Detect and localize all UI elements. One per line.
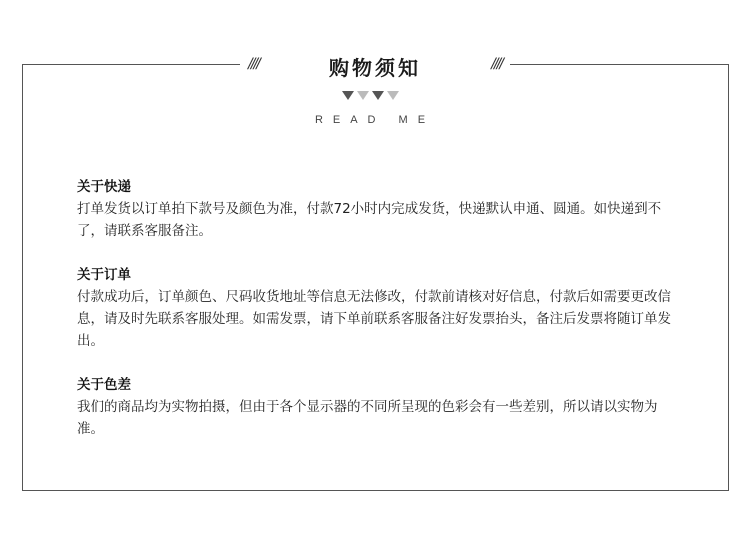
section-text: 付款成功后，订单颜色、尺码收货地址等信息无法修改，付款前请核对好信息，付款后如需要更改信息，请及时先联系客服处理。如需发票，请下单前联系客服备注好发票抬头，备注后发票将随订单发出。 xyxy=(77,289,671,349)
section-color-difference xyxy=(77,374,677,440)
section-heading: 关于订单 xyxy=(77,267,131,283)
title-banner xyxy=(240,48,510,84)
triangle-light-1 xyxy=(357,91,369,100)
page-title: 购物须知 xyxy=(329,56,421,80)
section-text: 打单发货以订单拍下款号及颜色为准，付款72小时内完成发货，快递默认申通、圆通。如快递到不了，请联系客服备注。 xyxy=(77,201,662,239)
triangle-dark-2 xyxy=(372,91,384,100)
triangle-dark-1 xyxy=(342,91,354,100)
section-text: 我们的商品均为实物拍摄，但由于各个显示器的不同所呈现的色彩会有一些差别，所以请以实物为准。 xyxy=(77,399,658,437)
notice-content xyxy=(77,176,677,462)
section-heading: 关于色差 xyxy=(77,377,131,393)
section-shipping xyxy=(77,176,677,242)
section-order xyxy=(77,264,677,352)
subtitle-read-me: READ ME xyxy=(314,114,436,126)
section-heading: 关于快递 xyxy=(77,179,131,195)
decorative-slashes-left: //// xyxy=(248,56,259,72)
decorative-slashes-right: //// xyxy=(491,56,502,72)
triangle-light-2 xyxy=(387,91,399,100)
decorative-triangles-icon xyxy=(342,91,402,101)
